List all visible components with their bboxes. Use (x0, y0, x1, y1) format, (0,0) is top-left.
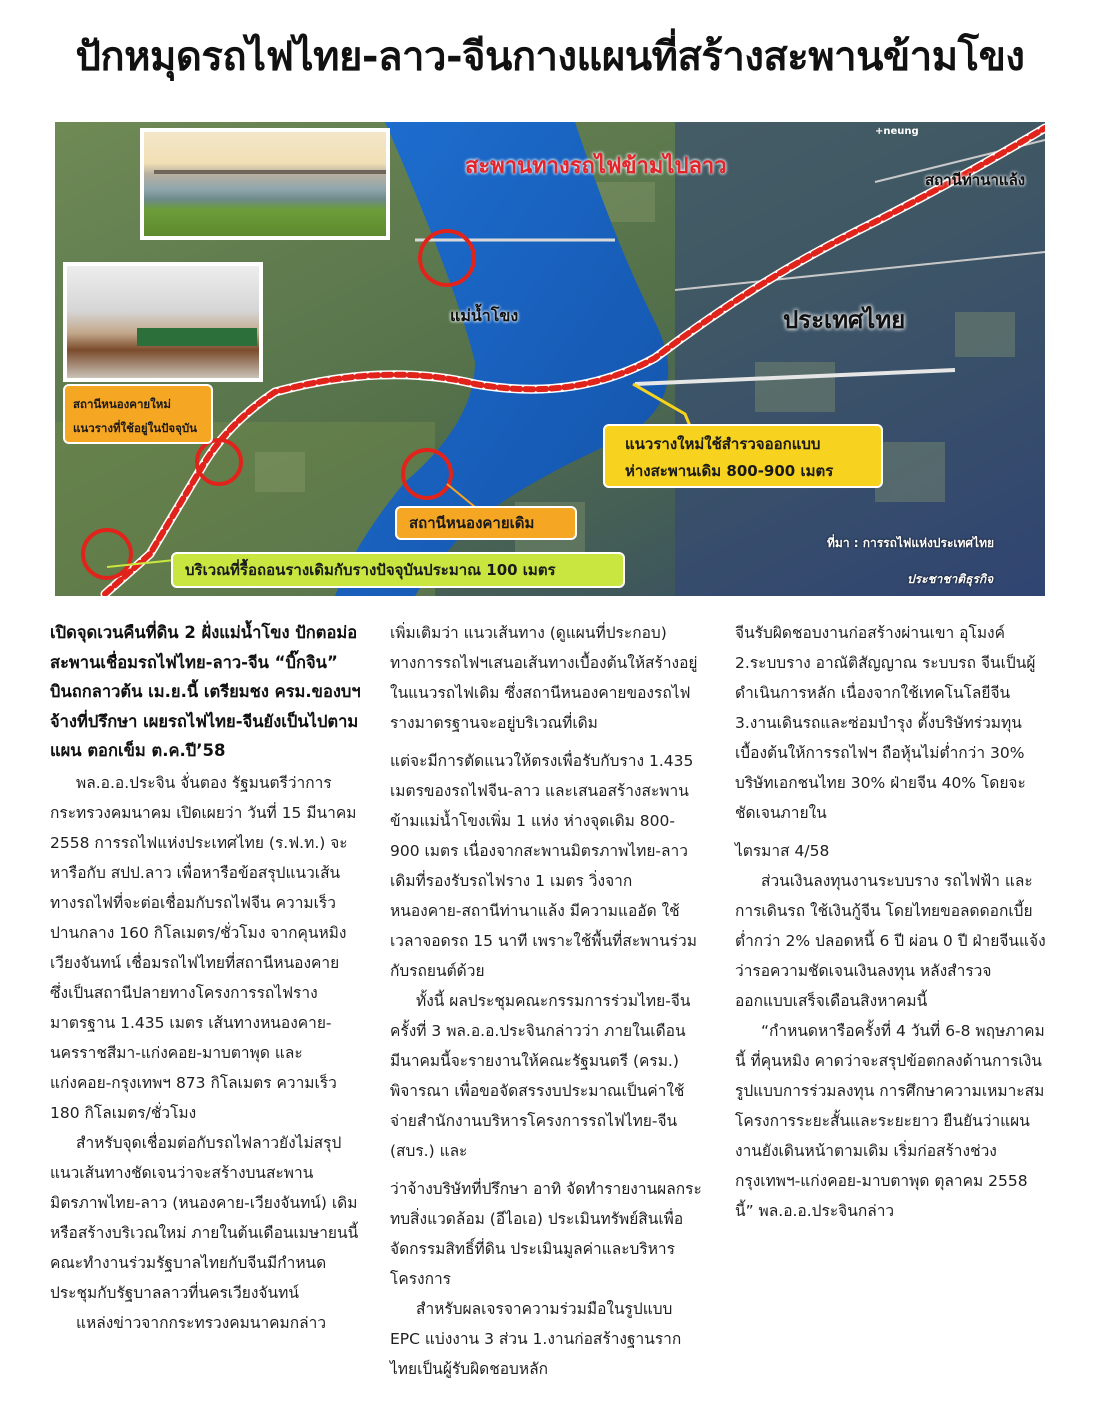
source-label: ที่มา : การรถไฟแห่งประเทศไทย (827, 536, 995, 550)
col2-paragraph-1: เพิ่มเติมว่า แนวเส้นทาง (ดูแผนที่ประกอบ) ทางการรถไฟฯเสนอเส้นทางเบื้องต้นให้สร้างอยู่ในแนวรถไฟเดิม ซึ่งสถานีหนองคายของรถไฟรางมาตรฐานจะอยู่บริเวณที่เดิม (390, 624, 698, 732)
bridge-photo (140, 128, 390, 240)
station-photo-train (137, 328, 257, 346)
credit-label: ประชาชาติธุรกิจ (907, 572, 994, 586)
col3-paragraph-3: ส่วนเงินลงทุนงานระบบราง รถไฟฟ้า และการเดินรถ ใช้เงินกู้จีน โดยไทยขอลดดอกเบี้ยต่ำกว่า 2% ปลอดหนี้ 6 ปี ผ่อน 0 ปี ฝ่ายจีนแจ้งว่ารอความชัดเจนเงินลงทุน หลังสำรวจออกแบบเสร็จเดือนสิงหาคมนี้ (735, 872, 1046, 1010)
demolish-callout: บริเวณที่รื้อถอนรางเดิมกับรางปัจจุบันประมาณ 100 เมตร (171, 552, 625, 588)
new-route-callout (603, 424, 883, 488)
new-route-callout-line2: ห่างสะพานเดิม 800-900 เมตร (625, 462, 834, 480)
article-column-1 (50, 618, 362, 1338)
bridge-photo-deck (154, 170, 386, 174)
col2-paragraph-3: ทั้งนี้ ผลประชุมคณะกรรมการร่วมไทย-จีนครั้งที่ 3 พล.อ.อ.ประจินกล่าวว่า ภายในเดือนมีนาคมนี้จะรายงานให้คณะรัฐมนตรี (ครม.) พิจารณา เพื่อขอจัดสรรงบประมาณเป็นค่าใช้จ่ายสำนักงานบริหารโครงการรถไฟไทย-จีน (สบร.) และ (390, 992, 691, 1160)
river-label: แม่น้ำโขง (450, 306, 519, 325)
col3-paragraph-2: ไตรมาส 4/58 (735, 842, 830, 860)
article-column-2 (390, 618, 702, 1384)
route-map (55, 122, 1045, 596)
new-route-callout-line1: แนวรางใหม่ใช้สำรวจออกแบบ (625, 435, 821, 453)
new-station-callout-line2: แนวรางที่ใช้อยู่ในปัจจุบัน (73, 421, 198, 435)
col3-paragraph-1: จีนรับผิดชอบงานก่อสร้างผ่านเขา อุโมงค์ 2.ระบบราง อาณัติสัญญาณ ระบบรถ จีนเป็นผู้ดำเนินการหลัก เนื่องจากใช้เทคโนโลยีจีน 3.งานเดินรถและซ่อมบำรุง ตั้งบริษัทร่วมทุน เบื้องต้นให้การรถไฟฯ ถือหุ้นไม่ต่ำกว่า 30% บริษัทเอกชนไทย 30% ฝ่ายจีน 40% โดยจะชัดเจนภายใน (735, 624, 1036, 822)
col2-paragraph-2: แต่จะมีการตัดแนวให้ตรงเพื่อรับกับราง 1.435 เมตรของรถไฟจีน-ลาว และเสนอสร้างสะพานข้ามแม่น้ำโขงเพิ่ม 1 แห่ง ห่างจุดเดิม 800-900 เมตร เนื่องจากสะพานมิตรภาพไทย-ลาวเดิมที่รองรับรถไฟราง 1 เมตร วิ่งจากหนองคาย-สถานีท่านาแล้ง มีความแออัด ใช้เวลาจอดรถ 15 นาที เพราะใช้พื้นที่สะพานร่วมกับรถยนต์ด้วย (390, 752, 697, 980)
corner-label: +neung (875, 126, 919, 137)
col3-paragraph-4: “กำหนดหารือครั้งที่ 4 วันที่ 6-8 พฤษภาคมนี้ ที่คุนหมิง คาดว่าจะสรุปข้อตกลงด้านการเงิน รูปแบบการร่วมลงทุน การศึกษาความเหมาะสมโครงการระยะสั้นและระยะยาว ยืนยันว่าแผนงานยังเดินหน้าตามเดิม เริ่มก่อสร้างช่วงกรุงเทพฯ-แก่งคอย-มาบตาพุด ตุลาคม 2558 นี้” พล.อ.อ.ประจินกล่าว (735, 1022, 1045, 1220)
country-label: ประเทศไทย (783, 306, 906, 334)
new-station-callout-line1: สถานีหนองคายใหม่ (73, 397, 171, 411)
col2-paragraph-4: ว่าจ้างบริษัทที่ปรึกษา อาทิ จัดทำรายงานผลกระทบสิ่งแวดล้อม (อีไอเอ) ประเมินทรัพย์สินเพื่อจัดกรรมสิทธิ์ที่ดิน ประเมินมูลค่าและบริหารโครงการ (390, 1180, 702, 1288)
headline: ปักหมุดรถไฟไทย-ลาว-จีนกางแผนที่สร้างสะพานข้ามโขง (75, 34, 1025, 80)
thanaleng-station-label: สถานีท่านาแล้ง (925, 171, 1026, 189)
map-title: สะพานทางรถไฟข้ามไปลาว (465, 154, 727, 179)
col1-paragraph-3: แหล่งข่าวจากกระทรวงคมนาคมกล่าว (76, 1313, 327, 1332)
col2-paragraph-5: สำหรับผลเจรจาความร่วมมือในรูปแบบ EPC แบ่งงาน 3 ส่วน 1.งานก่อสร้างฐานราก ไทยเป็นผู้รับผิดชอบหลัก (390, 1300, 682, 1378)
new-station-callout (63, 384, 213, 444)
col1-paragraph-1: พล.อ.อ.ประจิน จั่นตอง รัฐมนตรีว่าการกระทรวงคมนาคม เปิดเผยว่า วันที่ 15 มีนาคม 2558 การรถไฟแห่งประเทศไทย (ร.ฟ.ท.) จะหารือกับ สปป.ลาว เพื่อหารือข้อสรุปแนวเส้นทางรถไฟที่จะต่อเชื่อมกับรถไฟจีน ความเร็วปานกลาง 160 กิโลเมตร/ชั่วโมง จากคุนหมิง เวียงจันทน์ เชื่อมรถไฟไทยที่สถานีหนองคาย ซึ่งเป็นสถานีปลายทางโครงการรถไฟรางมาตรฐาน 1.435 เมตร เส้นทางหนองคาย-นครราชสีมา-แก่งคอย-มาบตาพุด และแก่งคอย-กรุงเทพฯ 873 กิโลเมตร ความเร็ว 180 กิโลเมตร/ชั่วโมง (50, 773, 357, 1122)
col1-paragraph-2: สำหรับจุดเชื่อมต่อกับรถไฟลาวยังไม่สรุปแนวเส้นทางชัดเจนว่าจะสร้างบนสะพานมิตรภาพไทย-ลาว (หนองคาย-เวียงจันทน์) เดิม หรือสร้างบริเวณใหม่ ภายในต้นเดือนเมษายนนี้ คณะทำงานร่วมรัฐบาลไทยกับจีนมีกำหนดประชุมกับรัฐบาลลาวที่นครเวียงจันทน์ (50, 1133, 359, 1302)
article-column-3 (735, 618, 1047, 1226)
station-photo (63, 262, 263, 382)
old-station-callout: สถานีหนองคายเดิม (395, 506, 577, 540)
article-lead: เปิดจุดเวนคืนที่ดิน 2 ฝั่งแม่น้ำโขง ปักตอม่อสะพานเชื่อมรถไฟไทย-ลาว-จีน “บิ๊กจิน” บินถกลาวต้น เม.ย.นี้ เตรียมชง ครม.ของบฯจ้างที่ปรึกษา เผยรถไฟไทย-จีนยังเป็นไปตามแผน ตอกเข็ม ต.ค.ปี’58 (50, 623, 361, 760)
